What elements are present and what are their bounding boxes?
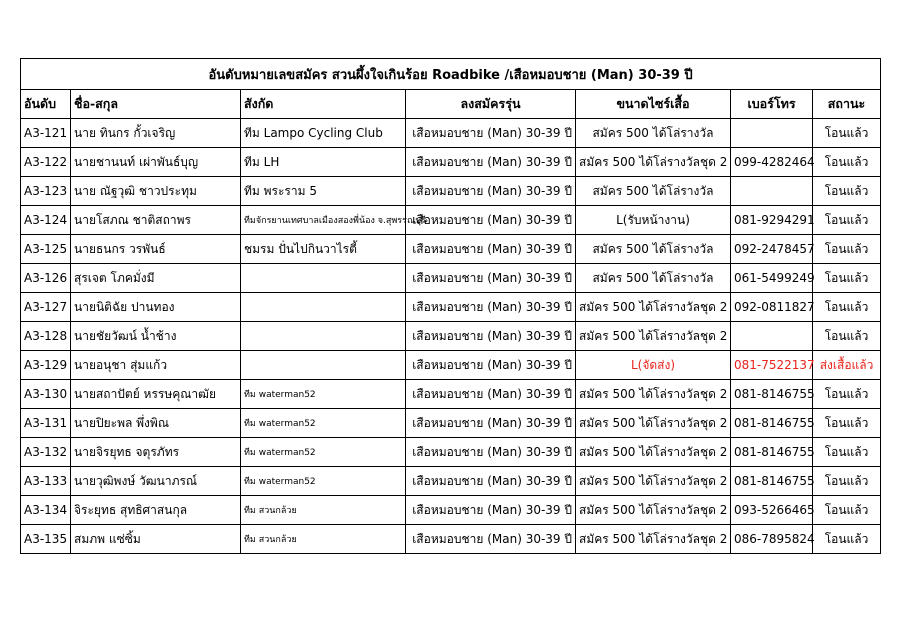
cell-number: A3-126 (21, 264, 71, 293)
cell-shirt-size: สมัคร 500 ได้โล่รางวัล (576, 177, 731, 206)
cell-status: โอนแล้ว (813, 148, 881, 177)
cell-status: โอนแล้ว (813, 467, 881, 496)
table-row (21, 293, 881, 322)
cell-category: เสือหมอบชาย (Man) 30-39 ปี (406, 438, 576, 467)
sheet-title: อันดับหมายเลขสมัคร สวนผึ้งใจเกินร้อย Roadbike /เสือหมอบชาย (Man) 30-39 ปี (21, 59, 881, 90)
cell-number: A3-122 (21, 148, 71, 177)
cell-status: โอนแล้ว (813, 235, 881, 264)
header-shirt-size: ขนาดไซร์เสื้อ (576, 90, 731, 119)
cell-name: นายจิรยุทธ จตุรภัทร (71, 438, 241, 467)
cell-phone (731, 177, 813, 206)
cell-shirt-size: สมัคร 500 ได้โล่รางวัล (576, 119, 731, 148)
cell-status: โอนแล้ว (813, 264, 881, 293)
table-row (21, 322, 881, 351)
table-row (21, 177, 881, 206)
cell-name: นาย ทินกร กั้วเจริญ (71, 119, 241, 148)
cell-status: โอนแล้ว (813, 119, 881, 148)
cell-club: ทีม waterman52 (241, 409, 406, 438)
cell-club: ทีม waterman52 (241, 467, 406, 496)
cell-shirt-size: สมัคร 500 ได้โล่รางวัลชุด 2 (576, 496, 731, 525)
cell-club (241, 322, 406, 351)
cell-club: ทีมจักรยานเทศบาลเมืองสองพี่น้อง จ.สุพรรณบุรี (241, 206, 406, 235)
cell-name: นายธนกร วรพันธ์ (71, 235, 241, 264)
cell-shirt-size: สมัคร 500 ได้โล่รางวัลชุด 2 (576, 467, 731, 496)
cell-number: A3-133 (21, 467, 71, 496)
cell-shirt-size: สมัคร 500 ได้โล่รางวัลชุด 2 (576, 322, 731, 351)
table-row (21, 206, 881, 235)
cell-name: นายสถาปัตย์ หรรษคุณาฒัย (71, 380, 241, 409)
cell-name: นายอนุชา สุ่มแก้ว (71, 351, 241, 380)
cell-club: ทีม Lampo Cycling Club (241, 119, 406, 148)
header-number: อันดับ (21, 90, 71, 119)
cell-name: สมภพ แซ่ซิ้ม (71, 525, 241, 554)
table-row (21, 467, 881, 496)
cell-shirt-size: L(รับหน้างาน) (576, 206, 731, 235)
header-row (21, 90, 881, 119)
cell-status: โอนแล้ว (813, 438, 881, 467)
cell-category: เสือหมอบชาย (Man) 30-39 ปี (406, 322, 576, 351)
cell-number: A3-134 (21, 496, 71, 525)
cell-category: เสือหมอบชาย (Man) 30-39 ปี (406, 409, 576, 438)
cell-status: โอนแล้ว (813, 206, 881, 235)
table-row (21, 496, 881, 525)
cell-status: โอนแล้ว (813, 380, 881, 409)
cell-category: เสือหมอบชาย (Man) 30-39 ปี (406, 264, 576, 293)
cell-category: เสือหมอบชาย (Man) 30-39 ปี (406, 148, 576, 177)
cell-status: โอนแล้ว (813, 525, 881, 554)
cell-shirt-size: สมัคร 500 ได้โล่รางวัล (576, 235, 731, 264)
cell-name: นายวุฒิพงษ์ วัฒนาภรณ์ (71, 467, 241, 496)
cell-phone: 061-5499249 (731, 264, 813, 293)
cell-phone: 092-0811827 (731, 293, 813, 322)
cell-name: นายนิติฉัย ปานทอง (71, 293, 241, 322)
cell-category: เสือหมอบชาย (Man) 30-39 ปี (406, 206, 576, 235)
cell-club: ทีม สวนกล้วย (241, 496, 406, 525)
cell-club: ทีม สวนกล้วย (241, 525, 406, 554)
cell-number: A3-125 (21, 235, 71, 264)
cell-phone (731, 119, 813, 148)
cell-phone: 086-7895824 (731, 525, 813, 554)
header-status: สถานะ (813, 90, 881, 119)
cell-status: โอนแล้ว (813, 409, 881, 438)
cell-phone: 081-8146755 (731, 409, 813, 438)
cell-club: ทีม LH (241, 148, 406, 177)
cell-phone: 081-8146755 (731, 438, 813, 467)
cell-phone: 093-5266465 (731, 496, 813, 525)
cell-shirt-size: สมัคร 500 ได้โล่รางวัลชุด 2 (576, 438, 731, 467)
cell-category: เสือหมอบชาย (Man) 30-39 ปี (406, 119, 576, 148)
cell-club: ชมรม ปั่นไปกินวาไรตี้ (241, 235, 406, 264)
cell-phone (731, 322, 813, 351)
table-row (21, 235, 881, 264)
cell-number: A3-124 (21, 206, 71, 235)
cell-shirt-size: สมัคร 500 ได้โล่รางวัลชุด 2 (576, 380, 731, 409)
cell-number: A3-128 (21, 322, 71, 351)
table-row (21, 119, 881, 148)
header-name: ชื่อ-สกุล (71, 90, 241, 119)
cell-shirt-size: สมัคร 500 ได้โล่รางวัล (576, 264, 731, 293)
cell-name: นายโสภณ ชาติสถาพร (71, 206, 241, 235)
cell-category: เสือหมอบชาย (Man) 30-39 ปี (406, 177, 576, 206)
cell-shirt-size: สมัคร 500 ได้โล่รางวัลชุด 2 (576, 525, 731, 554)
cell-shirt-size: สมัคร 500 ได้โล่รางวัลชุด 2 (576, 409, 731, 438)
cell-name: นายชานนท์ เผ่าพันธ์บุญ (71, 148, 241, 177)
cell-number: A3-121 (21, 119, 71, 148)
cell-phone: 092-2478457 (731, 235, 813, 264)
cell-category: เสือหมอบชาย (Man) 30-39 ปี (406, 525, 576, 554)
table-row (21, 264, 881, 293)
cell-phone: 081-8146755 (731, 467, 813, 496)
cell-category: เสือหมอบชาย (Man) 30-39 ปี (406, 293, 576, 322)
cell-name: นายชัยวัฒน์ น้ำช้าง (71, 322, 241, 351)
cell-shirt-size: L(จัดส่ง) (576, 351, 731, 380)
cell-category: เสือหมอบชาย (Man) 30-39 ปี (406, 235, 576, 264)
cell-club: ทีม พระราม 5 (241, 177, 406, 206)
header-category: ลงสมัครรุ่น (406, 90, 576, 119)
cell-category: เสือหมอบชาย (Man) 30-39 ปี (406, 496, 576, 525)
table-row (21, 351, 881, 380)
cell-club (241, 351, 406, 380)
cell-number: A3-135 (21, 525, 71, 554)
cell-phone: 081-7522137 (731, 351, 813, 380)
cell-name: จิระยุทธ สุทธิศาสนกุล (71, 496, 241, 525)
cell-name: สุรเจต โภคมั่งมี (71, 264, 241, 293)
cell-status: โอนแล้ว (813, 293, 881, 322)
cell-number: A3-131 (21, 409, 71, 438)
cell-name: นายปิยะพล พึ่งพิณ (71, 409, 241, 438)
cell-category: เสือหมอบชาย (Man) 30-39 ปี (406, 351, 576, 380)
cell-club (241, 293, 406, 322)
cell-number: A3-130 (21, 380, 71, 409)
table-row (21, 380, 881, 409)
table-body (21, 119, 881, 554)
cell-status: โอนแล้ว (813, 177, 881, 206)
cell-status: ส่งเสื้อแล้ว (813, 351, 881, 380)
registration-table (20, 58, 881, 554)
cell-club: ทีม waterman52 (241, 380, 406, 409)
cell-name: นาย ณัฐวุฒิ ชาวประทุม (71, 177, 241, 206)
table-row (21, 148, 881, 177)
cell-number: A3-127 (21, 293, 71, 322)
cell-phone: 081-8146755 (731, 380, 813, 409)
cell-club: ทีม waterman52 (241, 438, 406, 467)
header-club: สังกัด (241, 90, 406, 119)
cell-shirt-size: สมัคร 500 ได้โล่รางวัลชุด 2 (576, 293, 731, 322)
cell-phone: 081-9294291 (731, 206, 813, 235)
cell-phone: 099-4282464 (731, 148, 813, 177)
title-row (21, 59, 881, 90)
cell-number: A3-129 (21, 351, 71, 380)
cell-category: เสือหมอบชาย (Man) 30-39 ปี (406, 467, 576, 496)
cell-status: โอนแล้ว (813, 322, 881, 351)
cell-status: โอนแล้ว (813, 496, 881, 525)
cell-club (241, 264, 406, 293)
table-row (21, 525, 881, 554)
cell-number: A3-132 (21, 438, 71, 467)
table-row (21, 409, 881, 438)
cell-category: เสือหมอบชาย (Man) 30-39 ปี (406, 380, 576, 409)
table-row (21, 438, 881, 467)
cell-shirt-size: สมัคร 500 ได้โล่รางวัลชุด 2 (576, 148, 731, 177)
cell-number: A3-123 (21, 177, 71, 206)
header-phone: เบอร์โทร (731, 90, 813, 119)
